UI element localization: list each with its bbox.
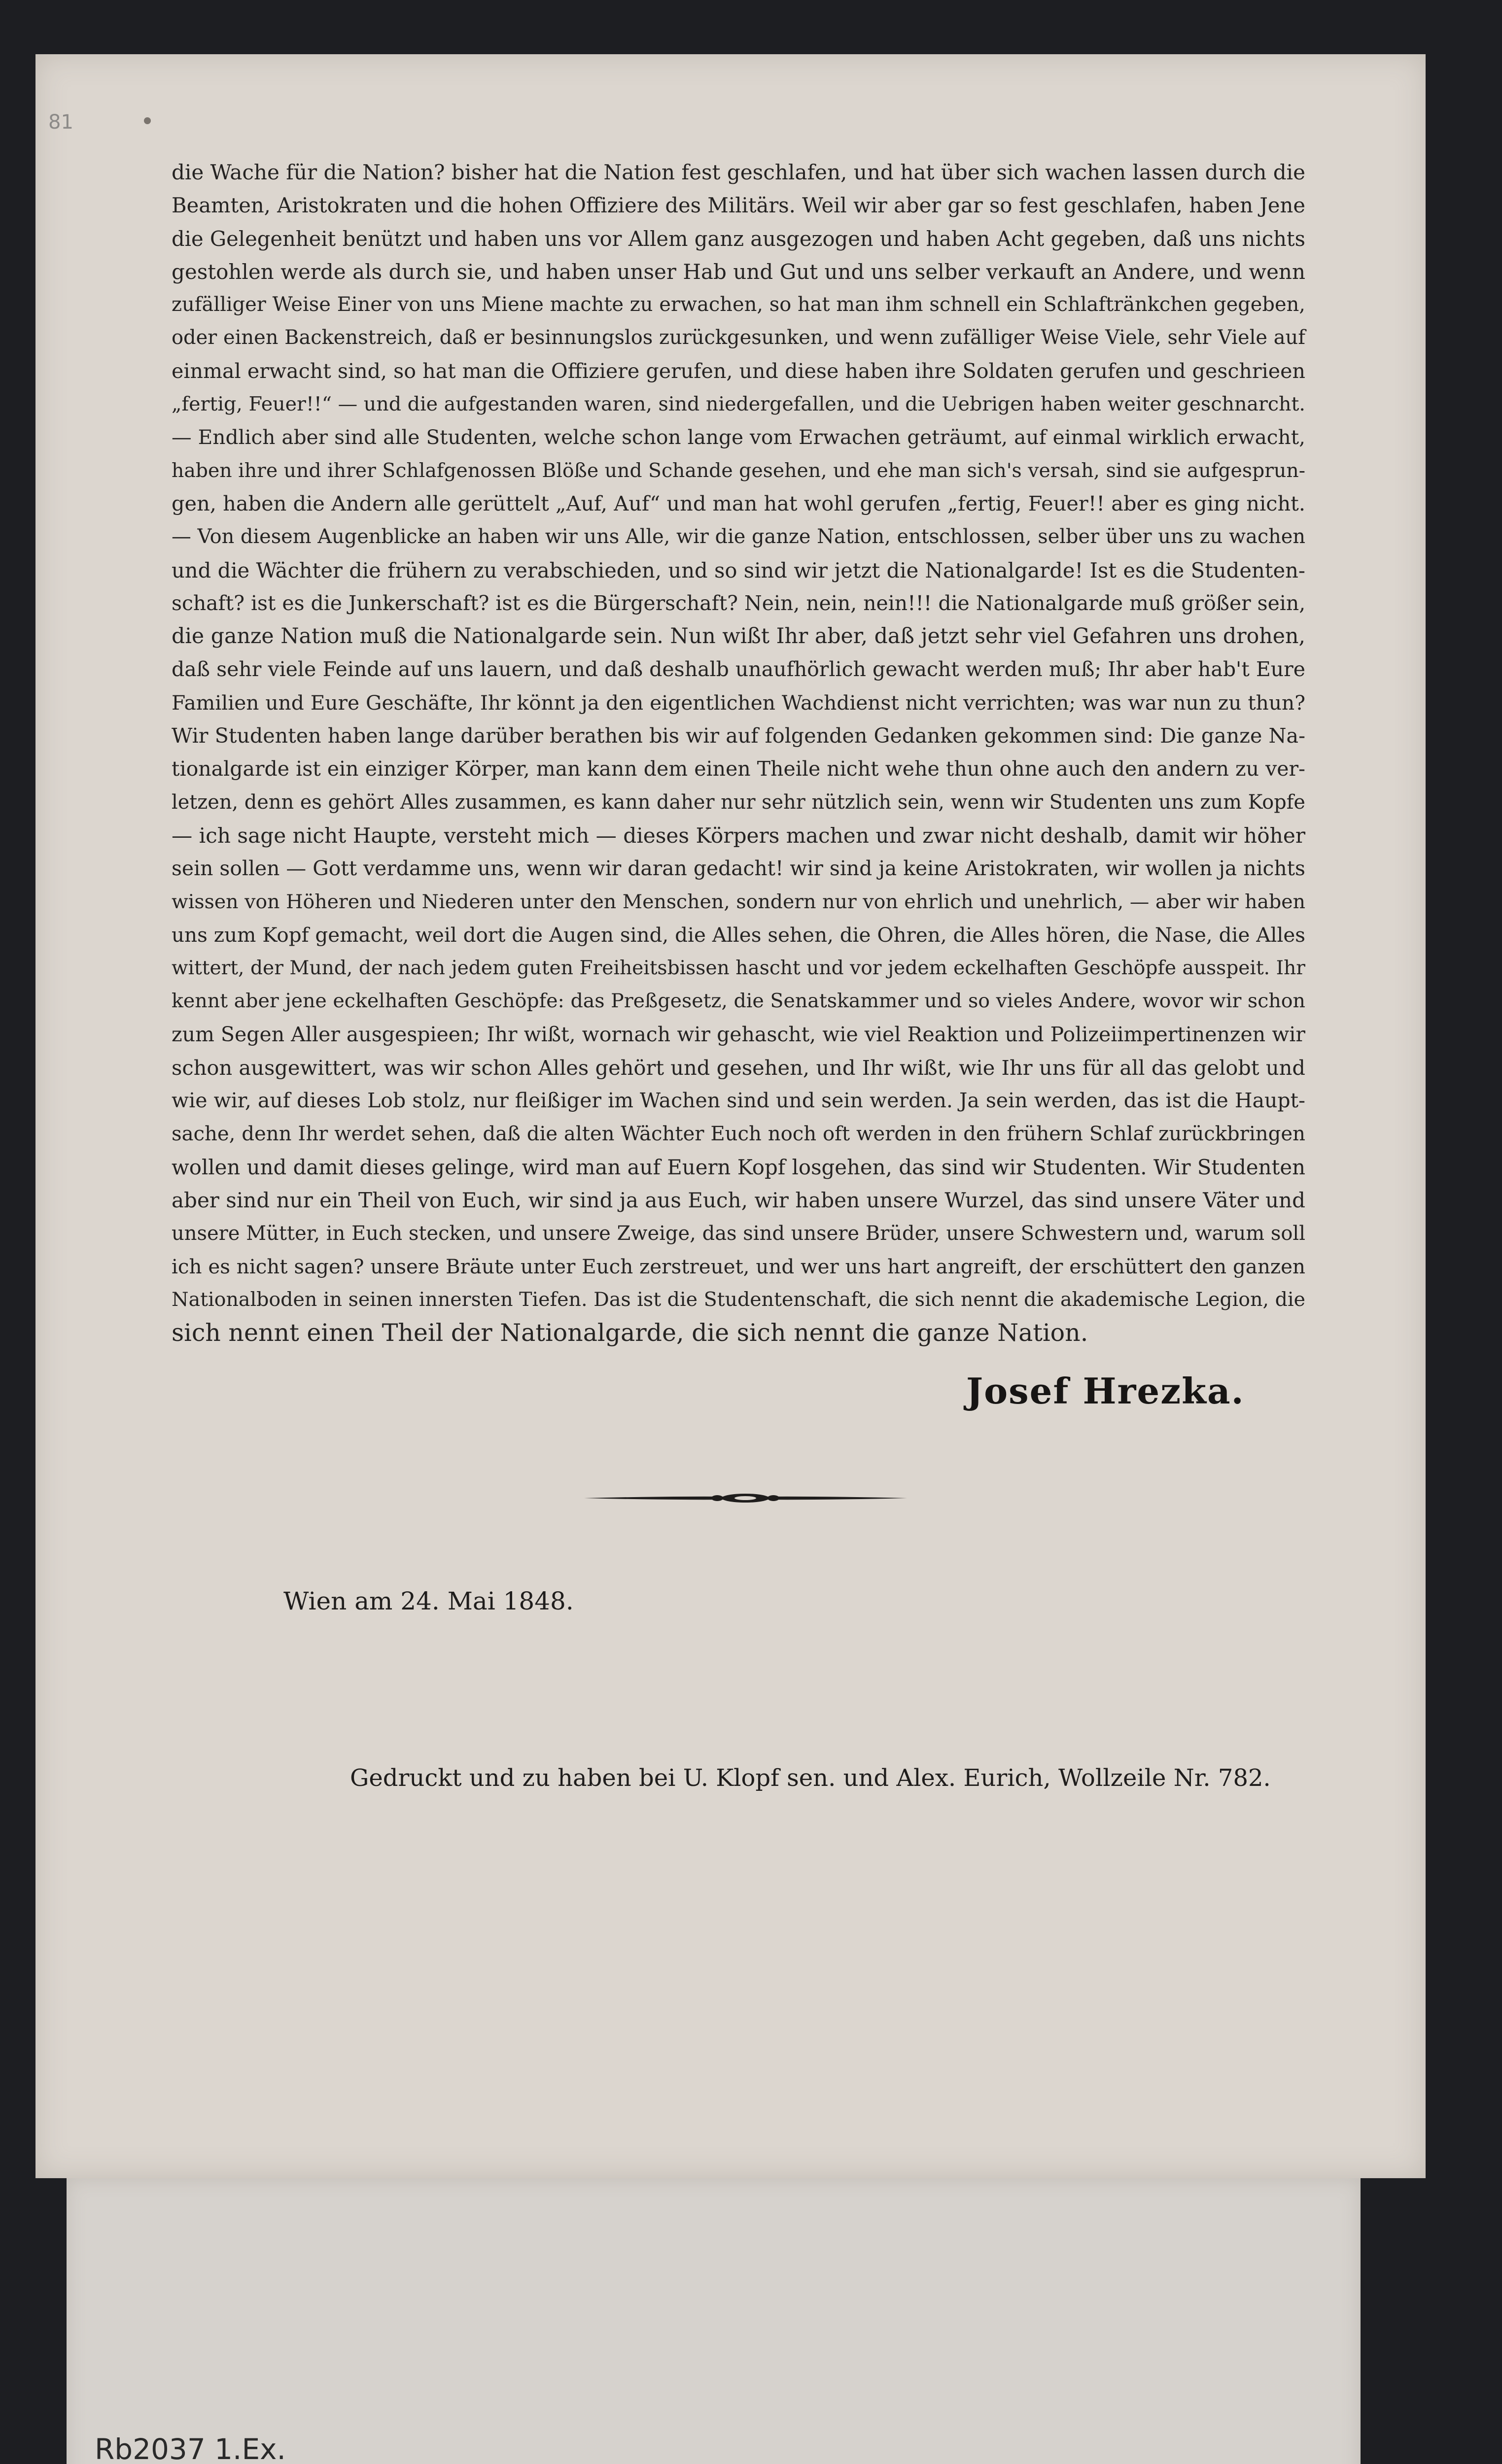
text-line: letzen, denn es gehört Alles zusammen, es kann daher nur sehr nützlich sein, wenn wir Studenten uns zum Kopfe (172, 790, 1305, 814)
text-line: zufälliger Weise Einer von uns Miene machte zu erwachen, so hat man ihm schnell ein Schlaftränkchen gegeben, (172, 293, 1305, 316)
text-line: unsere Mütter, in Euch stecken, und unsere Zweige, das sind unsere Brüder, unsere Schwestern und, warum soll (172, 1222, 1305, 1245)
text-line: gestohlen werde als durch sie, und haben unser Hab und Gut und uns selber verkauft an Andere, und wenn (172, 259, 1305, 284)
text-line: Beamten, Aristokraten und die hohen Offiziere des Militärs. Weil wir aber gar so fest geschlafen, haben Jene (172, 193, 1305, 218)
ink-spot (144, 117, 151, 124)
text-line: daß sehr viele Feinde auf uns lauern, und daß deshalb unaufhörlich gewacht werden muß; Ihr aber hab't Eure (172, 657, 1305, 682)
text-line: oder einen Backenstreich, daß er besinnungslos zurückgesunken, und wenn zufälliger Weise Viele, sehr Viele auf (172, 326, 1305, 349)
text-line: die ganze Nation muß die Nationalgarde sein. Nun wißt Ihr aber, daß jetzt sehr viel Gefahren uns drohen, (172, 624, 1305, 649)
body-text (172, 156, 1305, 1350)
text-line: Familien und Eure Geschäfte, Ihr könnt ja den eigentlichen Wachdienst nicht verrichten; was war nun zu thun? (172, 690, 1305, 715)
shelfmark-line: Rb2037 1.Ex. (95, 2432, 286, 2464)
printer-imprint: Gedruckt und zu haben bei U. Klopf sen. und Alex. Eurich, Wollzeile Nr. 782. (350, 1764, 1271, 1792)
paper-sheet-lower-fold (67, 2178, 1361, 2464)
text-line: wie wir, auf dieses Lob stolz, nur fleißiger im Wachen sind und sein werden. Ja sein werden, das ist die Haupt- (172, 1089, 1305, 1113)
text-line: tionalgarde ist ein einziger Körper, man kann dem einen Theile nicht wehe thun ohne auch den andern zu ver- (172, 757, 1305, 781)
text-line: sein sollen — Gott verdamme uns, wenn wir daran gedacht! wir sind ja keine Aristokraten, wir wollen ja nichts (172, 856, 1305, 881)
text-line: schaft? ist es die Junkerschaft? ist es die Bürgerschaft? Nein, nein, nein!!! die Nationalgarde muß größer sein, (172, 591, 1306, 615)
text-line: wittert, der Mund, der nach jedem guten Freiheitsbissen hascht und vor jedem eckelhaften Geschöpfe ausspeit. Ihr (172, 957, 1305, 980)
author-signature: Josef Hrezka. (966, 1370, 1245, 1412)
text-line: haben ihre und ihrer Schlafgenossen Blöße und Schande gesehen, und ehe man sich's versah, sind sie aufgesprun- (172, 459, 1305, 482)
text-line: — Endlich aber sind alle Studenten, welche schon lange vom Erwachen geträumt, auf einmal wirklich erwacht, (172, 425, 1305, 449)
folio-mark: 81 (48, 111, 73, 134)
text-line: Nationalboden in seinen innersten Tiefen. Das ist die Studentenschaft, die sich nennt die akademische Legion, die (172, 1288, 1305, 1311)
text-line: gen, haben die Andern alle gerüttelt „Auf, Auf“ und man hat wohl gerufen „fertig, Feuer!! aber es ging nicht. (172, 491, 1305, 515)
place-date: Wien am 24. Mai 1848. (283, 1587, 574, 1615)
text-line: die Gelegenheit benützt und haben uns vor Allem ganz ausgezogen und haben Acht gegeben, daß uns nichts (172, 226, 1305, 251)
text-line: ich es nicht sagen? unsere Bräute unter Euch zerstreuet, und wer uns hart angreift, der erschüttert den ganzen (172, 1255, 1305, 1278)
text-line: „fertig, Feuer!!“ — und die aufgestanden waren, sind niedergefallen, und die Uebrigen haben weiter geschnarcht. (172, 393, 1305, 416)
text-line: uns zum Kopf gemacht, weil dort die Augen sind, die Alles sehen, die Ohren, die Alles hören, die Nase, die Alles (172, 923, 1305, 947)
shelfmark (95, 2432, 286, 2464)
text-line: wollen und damit dieses gelinge, wird man auf Euern Kopf losgehen, das sind wir Studenten. Wir Studenten (172, 1155, 1305, 1179)
text-line: sache, denn Ihr werdet sehen, daß die alten Wächter Euch noch oft werden in den frühern Schlaf zurückbringen (172, 1122, 1305, 1145)
text-line: — Von diesem Augenblicke an haben wir uns Alle, wir die ganze Nation, entschlossen, selber über uns zu wachen (172, 525, 1305, 548)
text-line: Wir Studenten haben lange darüber berathen bis wir auf folgenden Gedanken gekommen sind: Die ganze Na- (172, 724, 1305, 748)
text-line: und die Wächter die frühern zu verabschieden, und so sind wir jetzt die Nationalgarde! Ist es die Studenten- (172, 558, 1305, 582)
text-line: schon ausgewittert, was wir schon Alles gehört und gesehen, und Ihr wißt, wie Ihr uns für all das gelobt und (172, 1056, 1305, 1080)
text-line: zum Segen Aller ausgespieen; Ihr wißt, wornach wir gehascht, wie viel Reaktion und Polizeiimpertinenzen wir (172, 1022, 1305, 1046)
text-line: wissen von Höheren und Niederen unter den Menschen, sondern nur von ehrlich und unehrlich, — aber wir haben (172, 890, 1305, 913)
text-line: kennt aber jene eckelhaften Geschöpfe: das Preßgesetz, die Senatskammer und so vieles Andere, wovor wir schon (172, 990, 1305, 1013)
text-line: einmal erwacht sind, so hat man die Offiziere gerufen, und diese haben ihre Soldaten gerufen und geschrieen (172, 359, 1305, 383)
text-line: aber sind nur ein Theil von Euch, wir sind ja aus Euch, wir haben unsere Wurzel, das sind unsere Väter und (172, 1188, 1305, 1213)
text-line: — ich sage nicht Haupte, versteht mich — dieses Körpers machen und zwar nicht deshalb, damit wir höher (172, 823, 1306, 848)
text-line: sich nennt einen Theil der Nationalgarde, die sich nennt die ganze Nation. (172, 1319, 1088, 1347)
text-line: die Wache für die Nation? bisher hat die Nation fest geschlafen, und hat über sich wachen lassen durch die (172, 160, 1306, 184)
decorative-rule (584, 1491, 907, 1506)
